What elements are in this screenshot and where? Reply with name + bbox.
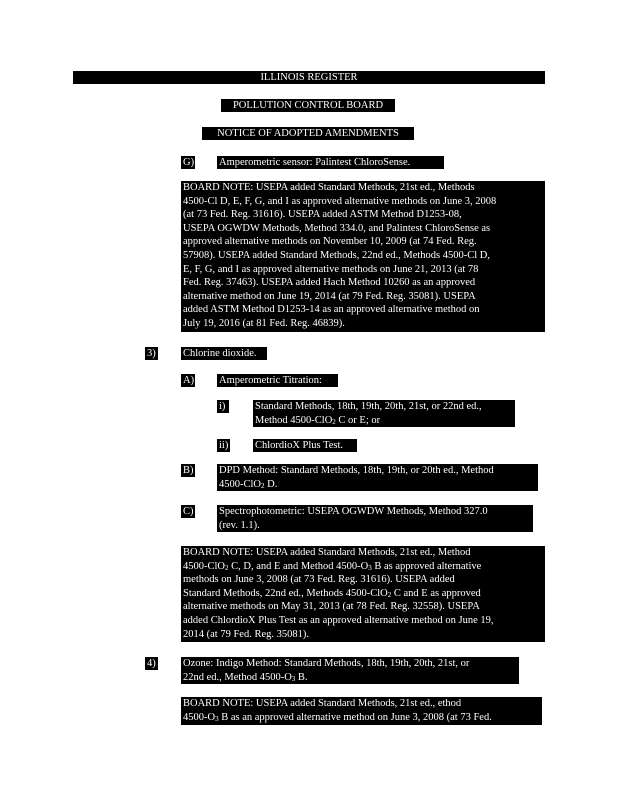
item-c-text [217, 505, 533, 532]
note3-line: $4500-O_3$ B as an approved alternative method on June 3, 2008 (at 73 Fed. [183, 711, 492, 723]
register-title: ILLINOIS REGISTER [73, 71, 545, 84]
note1-line: Fed. Reg. 37463). USEPA added Hach Method 10260 as an approved [183, 277, 476, 289]
note1-line: July 19, 2016 (at 81 Fed. Reg. 46839). [183, 317, 345, 329]
item-g-label: G) [183, 157, 195, 168]
note1-line: approved alternative methods on November 10, 2009 (at 74 Fed. Reg. [183, 236, 477, 248]
item-4-label: 4) [145, 657, 158, 670]
note2-line: added ChlordioX Plus Test as an approved alternative method on June 19, [183, 614, 494, 626]
note1-line: 57908). USEPA added Standard Methods, 22nd ed., Methods 4500-Cl D, [183, 249, 491, 261]
note2-line: Standard Methods, 22nd ed., Methods 4500-ClO$_2$ C and E as approved [183, 587, 481, 599]
item-4-text [181, 657, 519, 684]
item-a-ii-text: ChlordioX Plus Test. [253, 439, 357, 452]
note1-line: 4500-Cl D, E, F, G, and I as approved alternative methods on June 3, 2008 [183, 195, 497, 207]
item-a-ii-label: ii) [219, 440, 229, 451]
item-4-line: 22nd ed., Method $4500-O_3$ B. [183, 671, 308, 683]
item-a-i-label: i) [217, 400, 229, 413]
note2-line: BOARD NOTE: USEPA added Standard Methods, 21st ed., Method [183, 547, 471, 558]
item-g-text: Amperometric sensor: Palintest ChloroSense. [217, 156, 444, 169]
note1-line: E, F, G, and I as approved alternative methods on June 21, 2013 (at 78 [183, 263, 479, 275]
note3-line: BOARD NOTE: USEPA added Standard Methods, 21st ed., ethod [183, 698, 462, 709]
item-c-line: Spectrophotometric: USEPA OGWDW Methods, Method 327.0 [219, 506, 488, 517]
item-3-text: Chlorine dioxide. [181, 347, 267, 360]
item-b-label: B) [183, 465, 194, 476]
item-a-label: A) [183, 375, 195, 386]
note2-line: 4500-ClO$_2$ C, D, and E and Method $4500-O_3$ B as approved alternative [183, 560, 482, 572]
note1-line: USEPA OGWDW Methods, Method 334.0, and Palintest ChloroSense as [183, 222, 491, 234]
item-a-text: Amperometric Titration: [217, 374, 338, 387]
note1-line: alternative method on June 19, 2014 (at 79 Fed. Reg. 35081). USEPA [183, 290, 476, 302]
note1-line: BOARD NOTE: USEPA added Standard Methods, 21st ed., Methods [183, 182, 475, 193]
item-a-i-line: Method 4500-ClO$_2$ C or E; or [255, 414, 381, 426]
note2-line: 2014 (at 79 Fed. Reg. 35081). [183, 628, 309, 640]
note2-line: alternative methods on May 31, 2013 (at 78 Fed. Reg. 32558). USEPA [183, 601, 480, 613]
notice-title: NOTICE OF ADOPTED AMENDMENTS [202, 127, 414, 140]
item-b-line: DPD Method: Standard Methods, 18th, 19th, or 20th ed., Method [219, 465, 494, 476]
board-note-1 [181, 181, 545, 332]
item-a-i-line: Standard Methods, 18th, 19th, 20th, 21st, or 22nd ed., [255, 401, 482, 412]
item-c-label: C) [183, 506, 194, 517]
item-c-line: (rev. 1.1). [219, 519, 260, 531]
board-note-2 [181, 546, 545, 642]
note1-line: added ASTM Method D1253-14 as an approved alternative method on [183, 304, 480, 316]
item-4-line: Ozone: Indigo Method: Standard Methods, 18th, 19th, 20th, 21st, or [183, 658, 470, 669]
item-a-i-text [253, 400, 515, 427]
note1-line: (at 73 Fed. Reg. 31616). USEPA added ASTM Method D1253-08, [183, 209, 462, 221]
item-3-label: 3) [145, 347, 158, 360]
board-title: POLLUTION CONTROL BOARD [221, 99, 395, 112]
item-b-text [217, 464, 538, 491]
note2-line: methods on June 3, 2008 (at 73 Fed. Reg. 31616). USEPA added [183, 574, 455, 586]
board-note-3 [181, 697, 542, 725]
item-b-line: 4500-ClO$_2$ D. [219, 478, 278, 490]
